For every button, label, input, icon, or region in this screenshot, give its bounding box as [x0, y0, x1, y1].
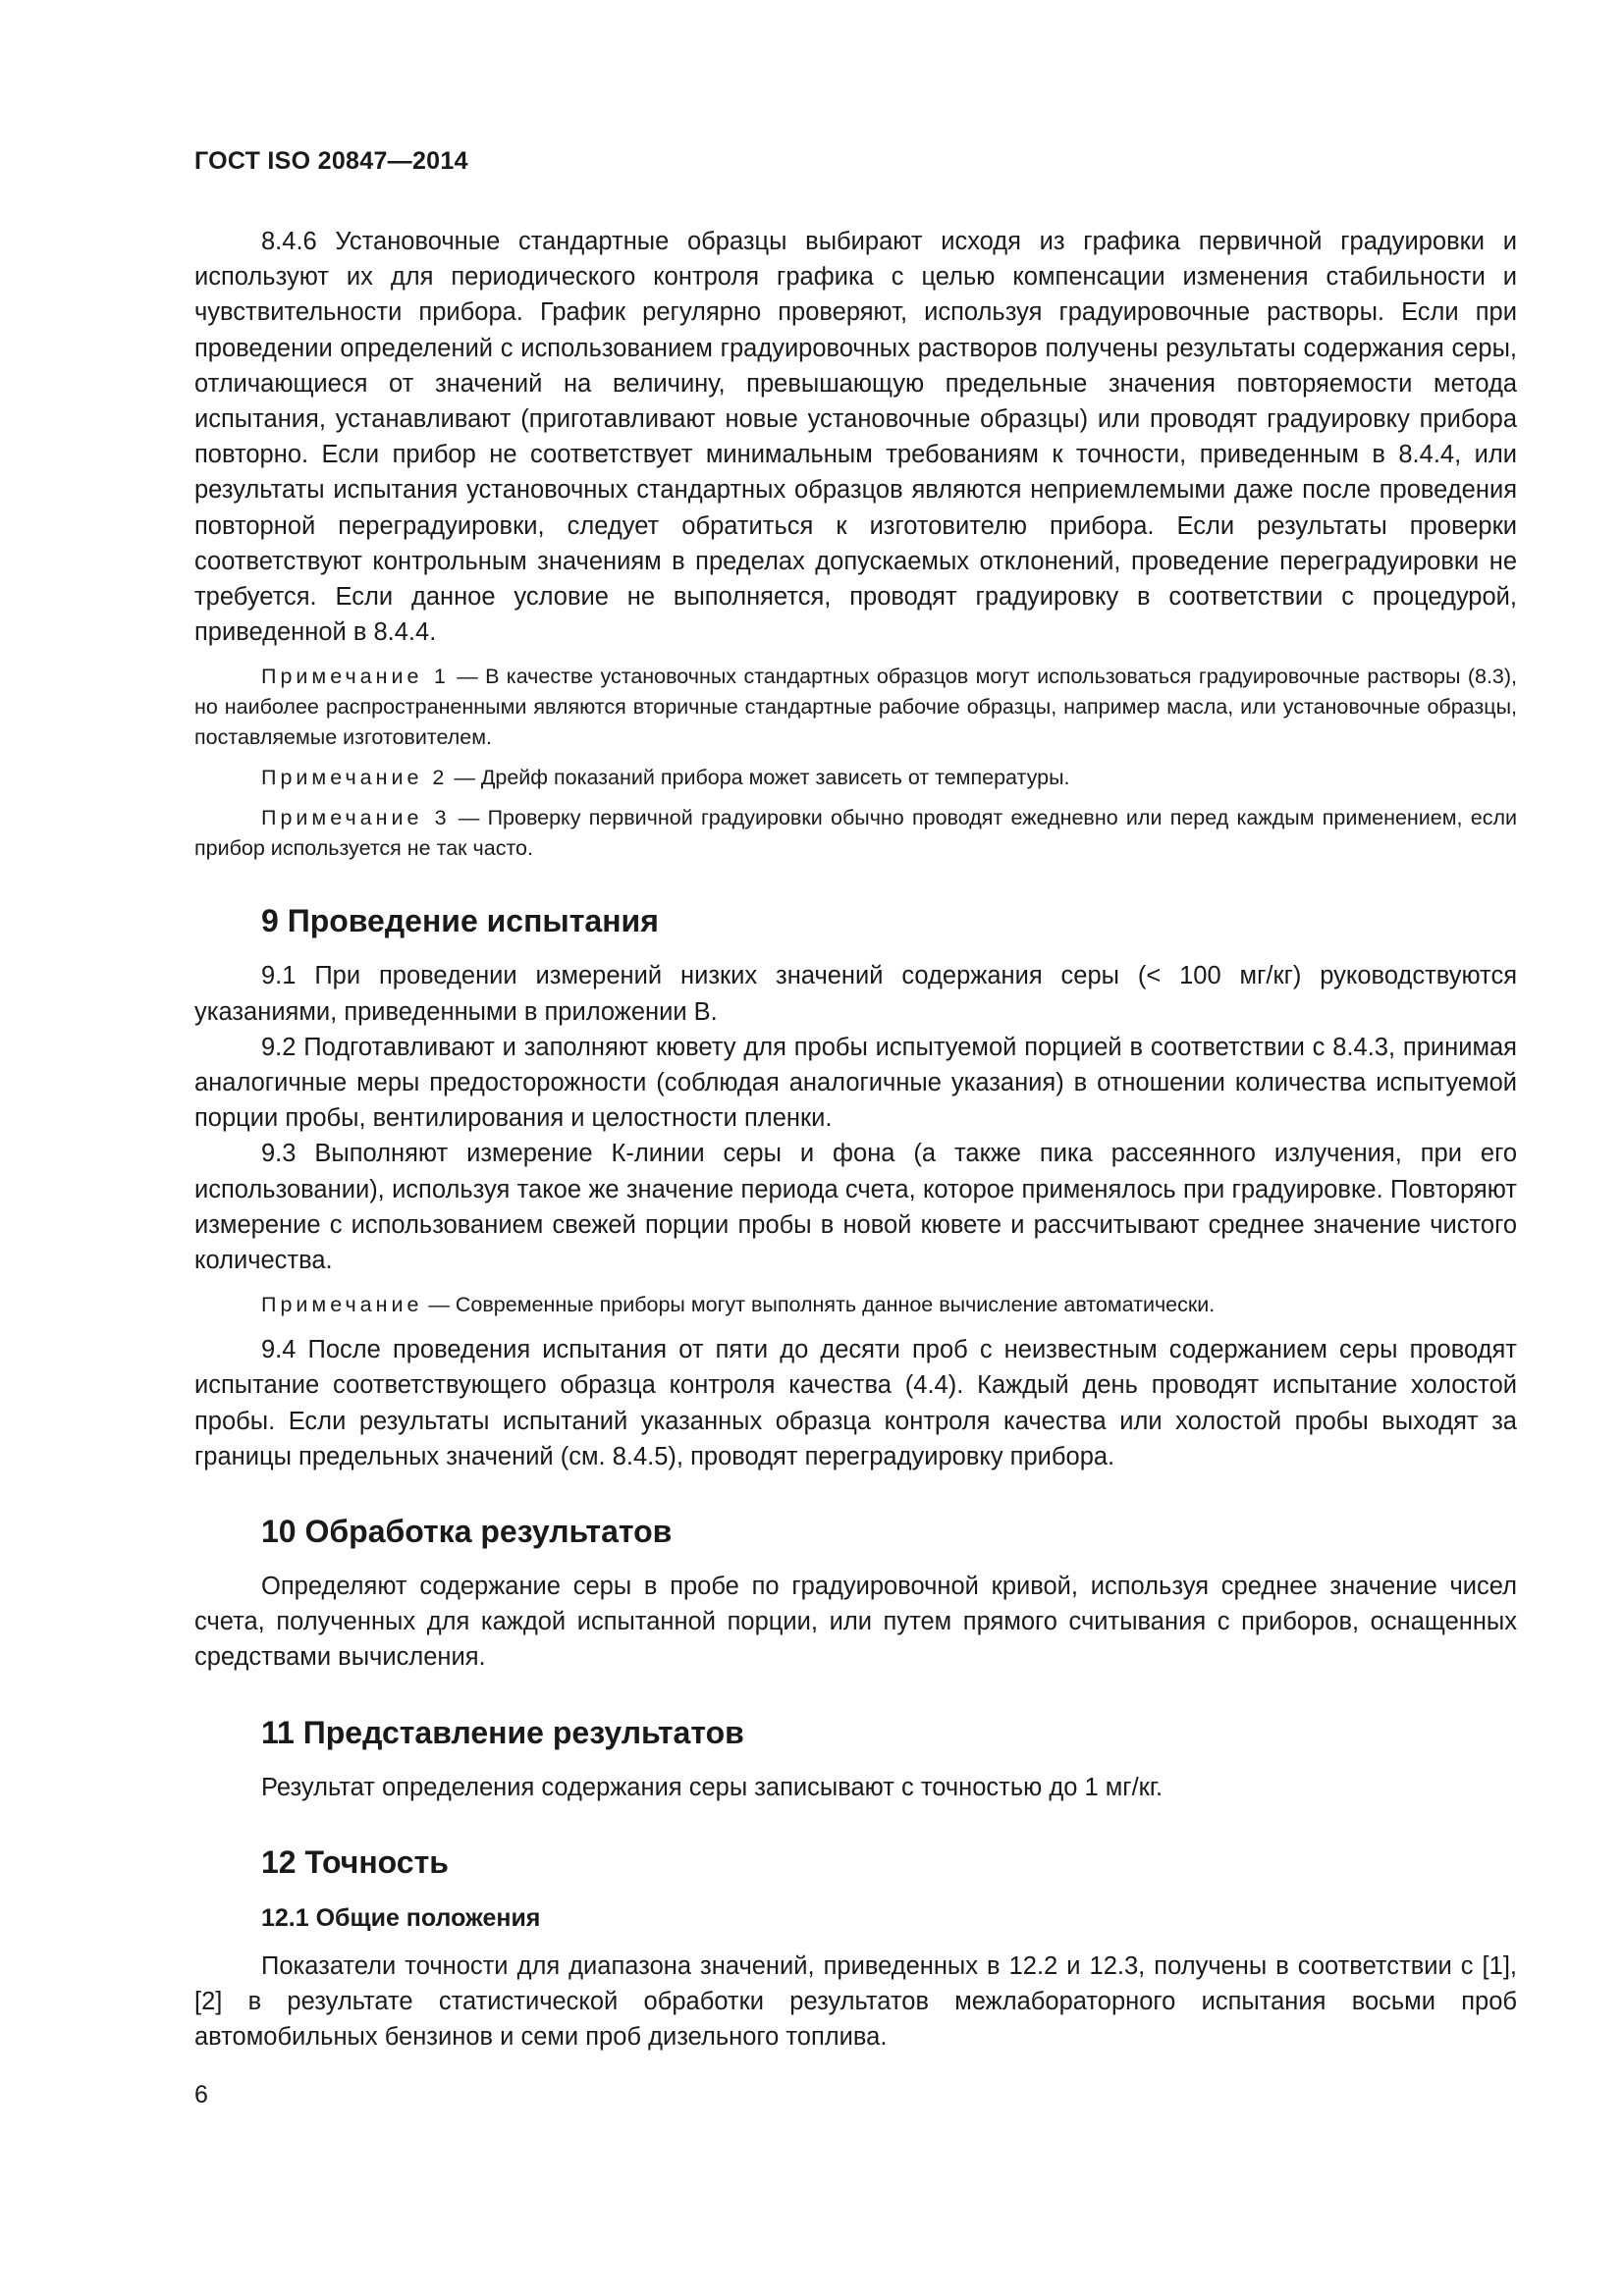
clause-11-text: Результат определения содержания серы записывают с точностью до 1 мг/кг. [261, 1773, 1164, 1801]
subsection-12-1-title: 12.1 Общие положения [261, 1903, 541, 1932]
note-1 [194, 662, 1517, 753]
note-2-label: Примечание 2 [261, 766, 449, 790]
document-header: ГОСТ ISO 20847—2014 [194, 147, 468, 175]
note-3-label: Примечание 3 [261, 806, 451, 830]
clause-12-1-text: Показатели точности для диапазона значений, приведенных в 12.2 и 12.3, получены в соответствии с [1], [2] в результате статистической обработки результатов межлабораторного испытания восьми проб автомобильных бензинов и семи проб дизельного топлива. [194, 1951, 1517, 2052]
section-12-title: 12 Точность [261, 1843, 449, 1880]
page-number: 6 [194, 2081, 208, 2109]
clause-9-4: 9.4 После проведения испытания от пяти до десяти проб с неизвестным содержанием серы проводят испытание соответствующего образца контроля качества (4.4). Каждый день проводят испытание холостой пробы. Если результаты испытаний указанных образца контроля качества или холостой пробы выходят за границы предельных значений (см. 8.4.5), проводят переградуировку прибора. [194, 1336, 1517, 1470]
document-body [194, 224, 1517, 2056]
clause-9-2: 9.2 Подготавливают и заполняют кювету для пробы испытуемой порцией в соответствии с 8.4.3, принимая аналогичные меры предосторожности (соблюдая аналогичные указания) в отношении количества испытуемой порции пробы, вентилирования и целостности пленки. [194, 1033, 1517, 1133]
note-3-text: — Проверку первичной градуировки обычно проводят ежедневно или перед каждым применением, если прибор используется не так часто. [194, 806, 1518, 861]
clause-8-4-6: 8.4.6 Установочные стандартные образцы выбирают исходя из графика первичной градуировки и используют их для периодического контроля графика с целью компенсации изменения стабильности и чувствительности прибора. График регулярно проверяют, используя градуировочные растворы. Если при проведении определений с использованием градуировочных растворов получены результаты содержания серы, отличающиеся от значений на величину, превышающую предельные значения повторяемости метода испытания, устанавливают (приготавливают новые установочные образцы) или проводят градуировку прибора повторно. Если прибор не соответствует минимальным требованиям к точности, приведенным в 8.4.4, или результаты испытания установочных стандартных образцов являются неприемлемыми даже после проведения повторной переградуировки, следует обратиться к изготовителю прибора. Если результаты проверки соответствуют контрольным значениям в пределах допускаемых отклонений, проведение переградуировки не требуется. Если данное условие не выполняется, проводят градуировку в соответствии с процедурой, приведенной в 8.4.4. [194, 228, 1517, 647]
section-10-title: 10 Обработка результатов [261, 1514, 673, 1550]
note-2-text: — Дрейф показаний прибора может зависеть от температуры. [448, 766, 1070, 790]
note-9 [194, 1290, 1517, 1320]
section-9-title: 9 Проведение испытания [261, 903, 659, 939]
section-11-title: 11 Представление результатов [261, 1714, 744, 1750]
clause-10-text: Определяют содержание серы в пробе по градуировочной кривой, используя среднее значение чисел счета, полученных для каждой испытанной порции, или путем прямого считывания с приборов, оснащенных средствами вычисления. [194, 1573, 1517, 1672]
note-1-label: Примечание 1 [261, 665, 450, 689]
note-1-text: — В качестве установочных стандартных образцов могут использоваться градуировочные растворы (8.3), но наиболее распространенными являются вторичные стандартные рабочие образцы, например масла, или установочные образцы, поставляемые изготовителем. [194, 665, 1518, 750]
clause-9-1: 9.1 При проведении измерений низких значений содержания серы (< 100 мг/кг) руководствуются указаниями, приведенными в приложении В. [194, 962, 1517, 1026]
note-2 [194, 763, 1517, 793]
clause-9-3: 9.3 Выполняют измерение К-линии серы и фона (а также пика рассеянного излучения, при его использовании), используя такое же значение периода счета, которое применялось при градуировке. Повторяют измерение с использованием свежей порции пробы в новой кювете и рассчитывают среднее значение чистого количества. [194, 1140, 1517, 1275]
note-9-text: — Современные приборы могут выполнять данное вычисление автоматически. [422, 1293, 1216, 1317]
note-3 [194, 803, 1517, 864]
note-9-label: Примечание [261, 1293, 423, 1317]
